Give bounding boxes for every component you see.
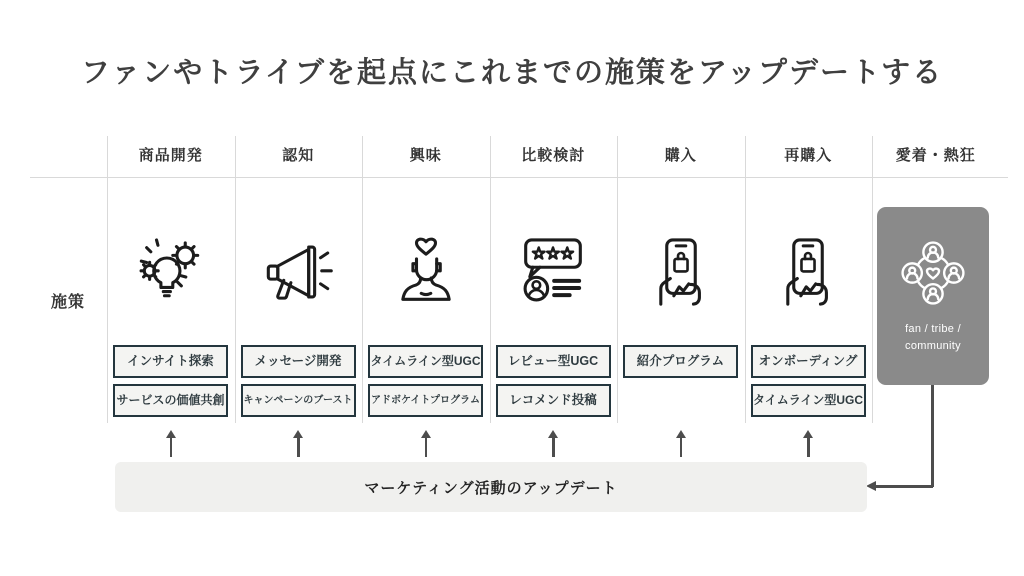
feedback-connector-vertical — [931, 385, 934, 487]
tactic-box: レビュー型UGC — [496, 345, 611, 378]
marketing-update-bar: マーケティング活動のアップデート — [115, 462, 867, 512]
page-title: ファンやトライブを起点にこれまでの施策をアップデートする — [80, 57, 944, 89]
community-icon — [898, 238, 968, 308]
tactic-box: インサイト探索 — [113, 345, 228, 378]
up-arrow-icon — [552, 437, 555, 457]
fan-tribe-community-card — [877, 207, 989, 385]
stage-header: 認知 — [282, 147, 315, 164]
column-attachment — [872, 135, 1000, 425]
tactic-box: アドボケイトプログラム — [368, 384, 483, 417]
up-arrow-icon — [807, 437, 810, 457]
feedback-arrowhead-icon — [866, 481, 876, 491]
tactic-box: 紹介プログラム — [623, 345, 738, 378]
tactic-box: サービスの価値共創 — [113, 384, 228, 417]
fan-tribe-community-label: fan / tribe / community — [905, 323, 961, 352]
column-product-development — [107, 135, 235, 425]
stage-header: 比較検討 — [521, 147, 586, 164]
up-arrow-icon — [425, 437, 428, 457]
tactic-box: オンボーディング — [751, 345, 866, 378]
stage-header: 再購入 — [784, 147, 833, 164]
idea-gears-icon — [107, 231, 235, 313]
stage-header: 興味 — [409, 147, 442, 164]
megaphone-icon — [235, 231, 363, 313]
tactic-box: タイムライン型UGC — [751, 384, 866, 417]
tactic-box: レコメンド投稿 — [496, 384, 611, 417]
column-awareness — [235, 135, 363, 425]
column-repurchase — [745, 135, 873, 425]
tactic-box: メッセージ開発 — [241, 345, 356, 378]
phone-repurchase-icon — [745, 231, 873, 313]
phone-purchase-icon — [617, 231, 745, 313]
tactic-box: キャンペーンのブースト — [241, 384, 356, 417]
column-comparison — [490, 135, 618, 425]
column-purchase — [617, 135, 745, 425]
stage-header: 商品開発 — [138, 147, 203, 164]
review-stars-icon — [490, 231, 618, 313]
up-arrow-icon — [297, 437, 300, 457]
up-arrow-icon — [170, 437, 173, 457]
column-interest — [362, 135, 490, 425]
row-label-tactics: 施策 — [50, 294, 85, 311]
up-arrow-icon — [680, 437, 683, 457]
stage-header: 愛着・熱狂 — [895, 147, 976, 164]
tactic-box: タイムライン型UGC — [368, 345, 483, 378]
person-heart-icon — [362, 231, 490, 313]
stage-header: 購入 — [664, 147, 697, 164]
feedback-connector-horizontal — [876, 485, 933, 488]
